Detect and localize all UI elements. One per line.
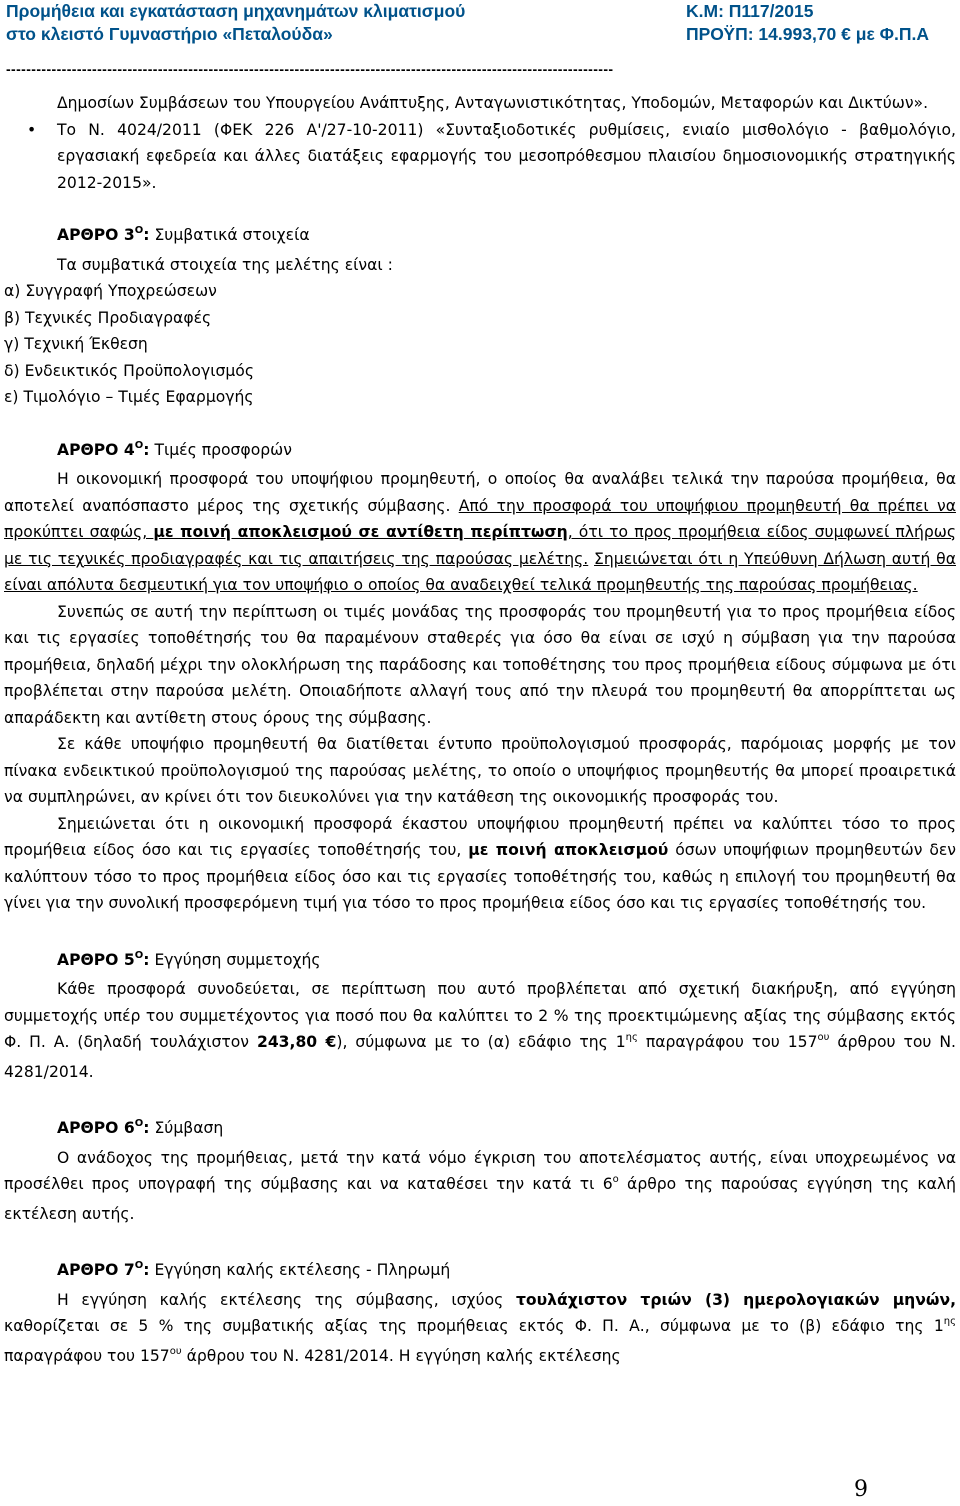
header-project-code: Κ.Μ: Π117/2015 bbox=[686, 1, 814, 21]
article-title: Σύμβαση bbox=[149, 1119, 224, 1137]
article-4-paragraph-1: Η οικονομική προσφορά του υποψήφιου προμηθευτή, ο οποίος θα αναλάβει τελικά την παρούσα προμήθεια, θα αποτελεί αναπόσπαστο μέρος της σχετικής σύμβασης. Από την προσφορά του υποψήφιου προμηθευτή θα πρέπει να προκύπτει σαφώς, με ποινή αποκλεισμού σε αντίθετη περίπτωση, ότι το προς προμήθεια είδος συμφωνεί πλήρως με τις τεχνικές προδιαγραφές και τις απαιτήσεις της παρούσας μελέτης. Σημειώνεται ότι η Υπεύθυνη Δήλωση αυτή θα είναι απόλυτα δεσμευτική για τον υποψήφιο ο οποίος θα αναδειχθεί τελικά προμηθευτής της παρούσας προμήθειας. bbox=[4, 470, 956, 594]
article-number: ΑΡΘΡΟ 3 bbox=[57, 226, 135, 244]
list-item-text: Το Ν. 4024/2011 (ΦΕΚ 226 Α'/27-10-2011) «Συνταξιοδοτικές ρυθμίσεις, ενιαίο μισθολόγιο - βαθμολόγιο, εργασιακή εφεδρεία και άλλες διατάξεις εφαρμογής του μεσοπρόθεσμου πλαισίου δημοσιονομικής στρατηγικής 2012-2015». bbox=[57, 120, 956, 192]
document-body bbox=[4, 90, 956, 1372]
list-item: ε) Τιμολόγιο – Τιμές Εφαρμογής bbox=[4, 388, 254, 406]
list-item bbox=[27, 117, 956, 197]
bullet-icon: • bbox=[27, 120, 37, 139]
article-3-heading: ΑΡΘΡΟ $3^O$: Συμβατικά στοιχεία bbox=[57, 225, 310, 244]
article-6-heading: ΑΡΘΡΟ $6^O$: Σύμβαση bbox=[57, 1118, 224, 1137]
header-project-location: στο κλειστό Γυμναστήριο «Πεταλούδα» bbox=[6, 24, 333, 44]
article-superscript: Ο bbox=[134, 225, 144, 236]
article-5-paragraph: Κάθε προσφορά συνοδεύεται, σε περίπτωση που αυτό προβλέπεται από σχετική διακήρυξη, από εγγύηση συμμετοχής υπέρ του συμμετέχοντος για ποσό που θα καλύπτει το 2 % της προεκτιμώμενης αξίας της σύμβασης εκτός Φ. Π. Α. (δηλαδή τουλάχιστον 243,80 €), σύμφωνα με το (α) εδάφιο της $1^{\eta\varsigma}$ παραγράφου του $157^{o\upsilon}$ άρθρου του Ν. 4281/2014. bbox=[4, 980, 957, 1081]
article-title: Συμβατικά στοιχεία bbox=[149, 226, 310, 244]
article-superscript: Ο bbox=[134, 949, 144, 961]
list-item: Δημοσίων Συμβάσεων του Υπουργείου Ανάπτυξης, Ανταγωνιστικότητας, Υποδομών, Μεταφορών και Δικτύων». bbox=[57, 94, 929, 112]
contract-documents-list bbox=[4, 278, 956, 411]
page-header bbox=[6, 0, 954, 46]
article-title: Εγγύηση καλής εκτέλεσης - Πληρωμή bbox=[149, 1261, 451, 1279]
article-3-intro: Τα συμβατικά στοιχεία της μελέτης είναι : bbox=[57, 255, 393, 274]
article-superscript: Ο bbox=[134, 1118, 144, 1129]
article-7-paragraph: Η εγγύηση καλής εκτέλεσης της σύμβασης, ισχύος τουλάχιστον τριών (3) ημερολογιακών μηνών, καθορίζεται σε 5 % της συμβατικής αξίας της προμήθειας εκτός Φ. Π. Α., σύμφωνα με το (β) εδάφιο της $1^{\eta\varsigma}$ παραγράφου του $157^{o\upsilon}$ άρθρου του Ν. 4281/2014. Η εγγύηση καλής εκτέλεσης bbox=[4, 1290, 956, 1365]
article-4-paragraph-3: Σε κάθε υποψήφιο προμηθευτή θα διατίθεται έντυπο προϋπολογισμού προσφοράς, παρόμοιας μορφής με τον πίνακα ενδεικτικού προϋπολογισμού της παρούσας μελέτης, το οποίο ο υποψήφιος προμηθευτής θα μπορεί προαιρετικά να συμπληρώνει, αν κρίνει ότι τον διευκολύνει για την κατάθεση της οικονομικής προσφοράς του. bbox=[4, 735, 956, 806]
header-project-title: Προμήθεια και εγκατάσταση μηχανημάτων κλιματισμού bbox=[6, 1, 466, 21]
list-item: δ) Ενδεικτικός Προϋπολογισμός bbox=[4, 361, 254, 380]
article-number: ΑΡΘΡΟ 7 bbox=[57, 1261, 135, 1279]
article-number: ΑΡΘΡΟ 5 bbox=[57, 950, 135, 969]
article-number: ΑΡΘΡΟ 4 bbox=[57, 440, 135, 459]
header-budget: ΠΡΟΫΠ: 14.993,70 € με Φ.Π.Α bbox=[686, 24, 929, 44]
legislation-list bbox=[4, 90, 956, 196]
list-item: γ) Τεχνική Έκθεση bbox=[4, 335, 148, 353]
article-7-heading: ΑΡΘΡΟ $7^O$: Εγγύηση καλής εκτέλεσης - Πληρωμή bbox=[57, 1260, 451, 1279]
article-4-paragraph-4: Σημειώνεται ότι η οικονομική προσφορά έκαστου υποψήφιου προμηθευτή πρέπει να καλύπτει τόσο το προς προμήθεια είδος όσο και τις εργασίες τοποθέτησής του, με ποινή αποκλεισμού όσων υποψήφιων προμηθευτών δεν καλύπτουν τόσο το προς προμήθεια είδος όσο και τις εργασίες τοποθέτησής του, καθώς η επιλογή του προμηθευτή θα γίνει για την συνολική προσφερόμενη τιμή για τόσο το προς προμήθεια είδος όσο και τις εργασίες τοποθέτησής του. bbox=[4, 814, 957, 912]
article-title: Εγγύηση συμμετοχής bbox=[149, 950, 321, 969]
list-item: α) Συγγραφή Υποχρεώσεων bbox=[4, 282, 217, 300]
article-number: ΑΡΘΡΟ 6 bbox=[57, 1119, 135, 1137]
article-6-paragraph: Ο ανάδοχος της προμήθειας, μετά την κατά νόμο έγκριση του αποτελέσματος αυτής, είναι υποχρεωμένος να προσέλθει προς υπογραφή της σύμβασης και να καταθέσει την κατά τι $6^o$ άρθρο της παρούσας εγγύηση της καλή εκτέλεση αυτής. bbox=[4, 1148, 956, 1223]
article-title: Τιμές προσφορών bbox=[149, 440, 292, 459]
list-item: β) Τεχνικές Προδιαγραφές bbox=[4, 308, 212, 327]
article-4-heading: ΑΡΘΡΟ $4^O$: Τιμές προσφορών bbox=[57, 439, 292, 459]
article-5-heading: ΑΡΘΡΟ $5^O$: Εγγύηση συμμετοχής bbox=[57, 949, 321, 969]
header-separator: ------------------------------------------------------------------------------------------------------------------------ bbox=[6, 62, 614, 76]
article-4-paragraph-2: Συνεπώς σε αυτή την περίπτωση οι τιμές μονάδας της προσφοράς του προμηθευτή για το προς προμήθεια είδος και τις εργασίες τοποθέτησής του θα παραμένουν σταθερές για όσο θα είναι σε ισχύ η σύμβαση για την παρούσα προμήθεια, δηλαδή μέχρι την ολοκλήρωση της παράδοσης και τοποθέτησης του προς προμήθεια είδους σύμφωνα με ότι προβλέπεται στην παρούσα μελέτη. Οποιαδήποτε αλλαγή τους από την πλευρά του προμηθευτή θα απορρίπτεται ως απαράδεκτη και αντίθετη στους όρους της σύμβασης. bbox=[4, 602, 956, 727]
article-superscript: Ο bbox=[134, 439, 144, 451]
article-superscript: Ο bbox=[134, 1260, 144, 1271]
page-number: 9 bbox=[854, 1477, 868, 1502]
